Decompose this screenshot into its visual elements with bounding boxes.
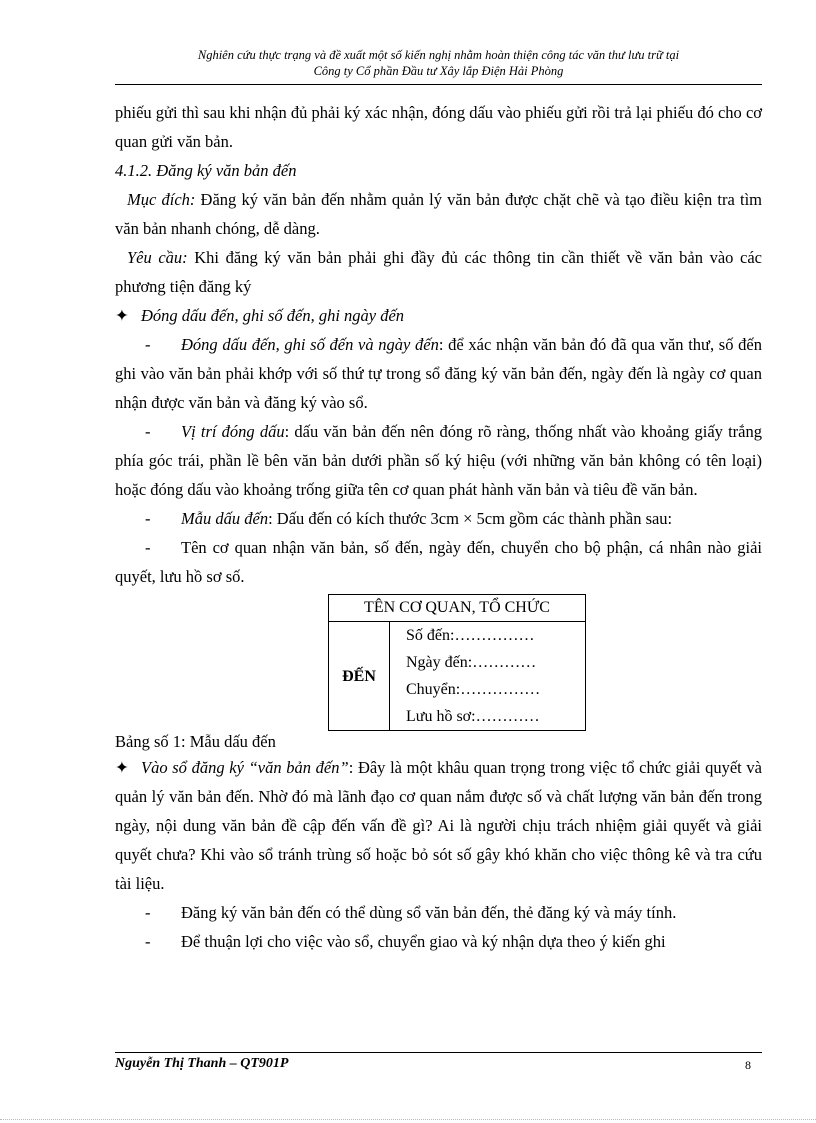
footer-author: Nguyễn Thị Thanh – QT901P <box>115 1056 289 1071</box>
item-text: : để xác nhận văn bản đó đã qua văn thư, số đến ghi vào văn bản phải khớp với số thứ tự trong sổ đăng ký văn bản đến, ngày đến là ngày cơ quan nhận được văn bản và đăng ký vào sổ. <box>115 335 762 412</box>
dash-item-1 <box>115 330 762 417</box>
dash-icon: - <box>145 932 151 951</box>
item-label: Vị trí đóng dấu <box>181 422 285 441</box>
requirement-text: Khi đăng ký văn bản phải ghi đầy đủ các thông tin cần thiết về văn bản vào các phương tiện đăng ký <box>115 248 762 296</box>
stamp-table-wrapper <box>328 594 762 731</box>
dash-item-4 <box>115 533 762 591</box>
dash-icon: - <box>145 335 151 354</box>
stamp-field-chuyen: Chuyển:…………… <box>406 681 541 698</box>
dash-icon: - <box>145 538 151 557</box>
bullet-icon: ✦ <box>115 306 129 325</box>
item-text: Để thuận lợi cho việc vào sổ, chuyển giao và ký nhận dựa theo ý kiến ghi <box>181 932 666 951</box>
bullet-text: : Đây là một khâu quan trọng trong việc tổ chức giải quyết và quản lý văn bản đến. Nhờ đó mà lãnh đạo cơ quan nắm được số và chất lượng văn bản đến trong ngày, nội dung văn bản đề cập đến vấn đề gì? Ai là người chịu trách nhiệm giải quyết và giải quyết chưa? Khi vào sổ tránh trùng số hoặc bỏ sót số gây khó khăn cho việc thông kê và tra cứu tài liệu. <box>115 758 762 893</box>
item-text: Tên cơ quan nhận văn bản, số đến, ngày đến, chuyển cho bộ phận, cá nhân nào giải quyết, lưu hồ sơ số. <box>115 538 762 586</box>
header-line-1: Nghiên cứu thực trạng và đề xuất một số kiến nghị nhằm hoàn thiện công tác văn thư lưu trữ tại <box>197 48 680 62</box>
stamp-field-so-den: Số đến:…………… <box>406 627 535 644</box>
item-text: : dấu văn bản đến nên đóng rõ ràng, thống nhất vào khoảng giấy trắng phía góc trái, phần lề bên văn bản dưới phần số ký hiệu (với những văn bản không có tên loại) hoặc đóng dấu vào khoảng trống giữa tên cơ quan phát hành văn bản và tiêu đề văn bản. <box>115 422 762 499</box>
table-caption: Bảng số 1: Mẫu dấu đến <box>115 732 276 751</box>
header-line-2: Công ty Cổ phần Đầu tư Xây lắp Điện Hải Phòng <box>313 64 564 78</box>
stamp-fields <box>390 622 586 731</box>
stamp-den-label: ĐẾN <box>329 622 390 731</box>
stamp-field-ngay-den: Ngày đến:………… <box>406 654 537 671</box>
bullet-text: Đóng dấu đến, ghi số đến, ghi ngày đến <box>141 306 405 325</box>
dash-item-2 <box>115 417 762 504</box>
stamp-title: TÊN CƠ QUAN, TỔ CHỨC <box>329 595 586 622</box>
dash-icon: - <box>145 422 151 441</box>
bullet-item-register <box>115 753 762 898</box>
dash-icon: - <box>145 509 151 528</box>
item-label: Mẫu dấu đến <box>181 509 269 528</box>
item-text: : Dấu đến có kích thước 3cm × 5cm gồm các thành phần sau: <box>268 509 673 528</box>
purpose-paragraph <box>115 185 762 243</box>
requirement-paragraph <box>115 243 762 301</box>
dash-icon: - <box>145 903 151 922</box>
bullet-item-stamp <box>115 301 762 330</box>
page-bottom-edge <box>0 1119 816 1120</box>
dash-item-5 <box>115 898 762 927</box>
header-divider <box>115 84 762 85</box>
paragraph-continuation: phiếu gửi thì sau khi nhận đủ phải ký xác nhận, đóng dấu vào phiếu gửi rồi trả lại phiếu đó cho cơ quan gửi văn bản. <box>115 103 762 151</box>
bullet-label: Vào sổ đăng ký “văn bản đến” <box>141 758 349 777</box>
stamp-field-luu-ho-so: Lưu hồ sơ:………… <box>406 708 540 725</box>
stamp-template-table <box>328 594 586 731</box>
dash-item-3 <box>115 504 762 533</box>
dash-item-6 <box>115 927 762 956</box>
page-number: 8 <box>745 1058 751 1072</box>
purpose-text: Đăng ký văn bản đến nhằm quản lý văn bản được chặt chẽ và tạo điều kiện tra tìm văn bản nhanh chóng, dễ dàng. <box>115 190 762 238</box>
document-body <box>115 98 762 956</box>
item-text: Đăng ký văn bản đến có thể dùng sổ văn bản đến, thẻ đăng ký và máy tính. <box>181 903 677 922</box>
footer-divider <box>115 1052 762 1053</box>
item-label: Đóng dấu đến, ghi số đến và ngày đến <box>181 335 439 354</box>
section-heading: 4.1.2. Đăng ký văn bản đến <box>115 161 297 180</box>
requirement-label: Yêu cầu: <box>127 248 188 267</box>
purpose-label: Mục đích: <box>127 190 196 209</box>
page-header <box>115 47 762 79</box>
bullet-icon: ✦ <box>115 758 129 777</box>
